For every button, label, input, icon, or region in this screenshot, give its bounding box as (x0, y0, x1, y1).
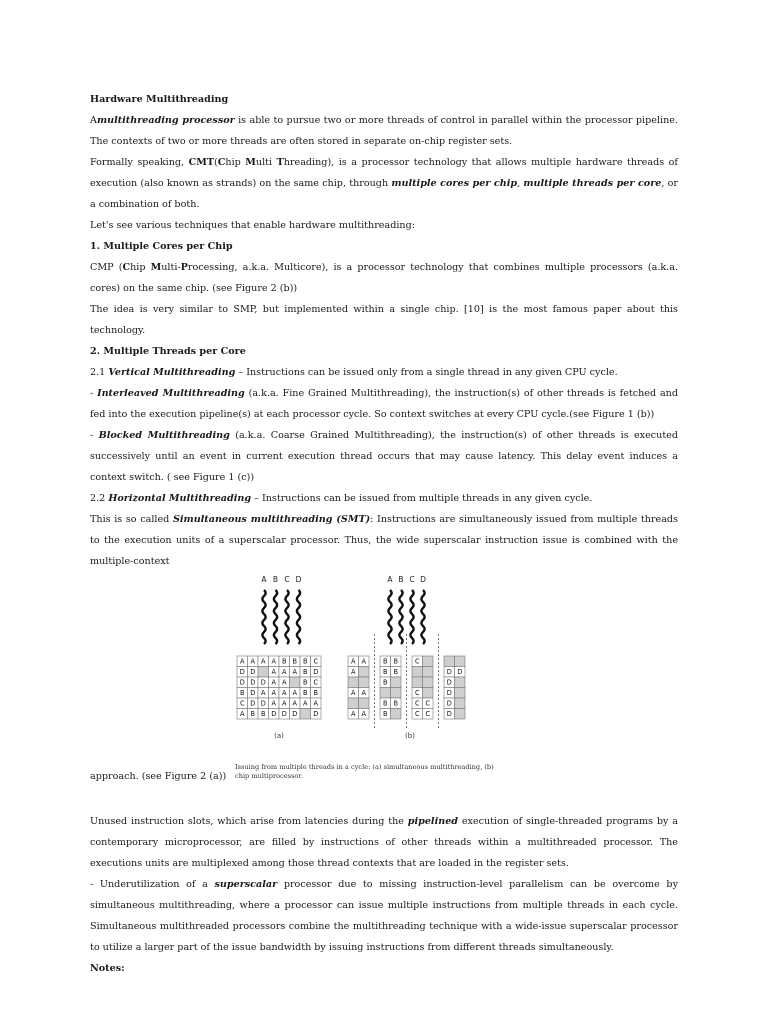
intro-paragraph-2: Formally speaking, CMT(Chip Multi Threading), is a processor technology that allows multiple hardware threads of execution (also known as strands) on the same chip, through multiple cores per chip, multiple threads per core, or a combination of both. (90, 157, 678, 210)
thread-wave-a (285, 590, 288, 644)
term-multiple-cores: multiple cores per chip (391, 178, 518, 189)
slot-label-a: D (250, 668, 256, 677)
slot-label-a: D (260, 678, 266, 687)
slot-cell-b (391, 677, 402, 688)
slot-cell-b (423, 677, 434, 688)
slot-label-a: B (313, 689, 319, 698)
slot-cell-a (258, 667, 269, 678)
slot-label-a: A (292, 668, 298, 677)
term-vertical-multithreading: Vertical Multithreading (108, 367, 236, 378)
slot-label-a: A (239, 710, 245, 719)
slot-label-a: D (313, 710, 319, 719)
thread-label-a: A (261, 575, 267, 584)
slot-label-a: B (302, 657, 308, 666)
slot-label-b: C (425, 710, 431, 719)
slot-label-b: D (446, 699, 452, 708)
thread-label-a: B (272, 575, 279, 584)
section-1-paragraph-2: The idea is very similar to SMP, but implemented within a single chip. [10] is the most famous paper about this technology. (90, 304, 678, 336)
vertical-multithreading-paragraph: 2.1 Vertical Multithreading – Instructions can be issued only from a single thread in any given CPU cycle. (90, 367, 618, 378)
slot-label-a: A (302, 699, 308, 708)
slot-label-b: A (350, 710, 356, 719)
slot-label-b: B (393, 657, 399, 666)
slot-label-b: D (446, 710, 452, 719)
thread-label-a: C (284, 575, 290, 584)
slot-label-b: A (350, 689, 356, 698)
section-1-heading: 1. Multiple Cores per Chip (90, 241, 233, 252)
slot-cell-b (455, 677, 466, 688)
slot-label-b: A (350, 668, 356, 677)
slot-label-a: A (281, 699, 287, 708)
slot-label-a: C (313, 657, 319, 666)
slot-cell-b (391, 688, 402, 699)
slot-cell-a (300, 709, 311, 720)
document-title: Hardware Multithreading (90, 94, 229, 105)
slot-label-a: A (271, 668, 277, 677)
slot-label-a: D (239, 678, 245, 687)
figure-smt-vs-cmp (90, 572, 678, 790)
figure-a-smt (237, 575, 321, 740)
thread-wave-a (274, 590, 277, 644)
slot-label-a: A (271, 699, 277, 708)
blocked-multithreading-paragraph: - Blocked Multithreading (a.k.a. Coarse Grained Multithreading), the instruction(s) of other threads is executed successively until an event in current execution thread occurs that may cause latency. This delay event induces a context switch. ( see Figure 1 (c)) (90, 430, 678, 483)
slot-label-a: C (239, 699, 245, 708)
thread-wave-b (399, 590, 402, 644)
section-1-paragraph-1: CMP (Chip Multi-Processing, a.k.a. Multicore), is a processor technology that combines multiple processors (a.k.a. cores) on the same chip. (see Figure 2 (b)) (90, 262, 678, 294)
smt-paragraph: This is so called Simultaneous multithreading (SMT): Instructions are simultaneously issued from multiple threads to the execution units of a superscalar processor. Thus, the wide superscalar instruction issue is combined with the multiple-context (90, 514, 678, 567)
slot-label-b: B (382, 678, 388, 687)
slot-cell-b (423, 667, 434, 678)
term-multiple-threads: multiple threads per core (523, 178, 662, 189)
thread-label-b: A (387, 575, 393, 584)
slot-label-b: D (457, 668, 463, 677)
slot-cell-a (290, 677, 301, 688)
slot-label-b: A (361, 710, 367, 719)
thread-label-b: B (398, 575, 404, 584)
thread-wave-b (410, 590, 413, 644)
slot-cell-b (455, 656, 466, 667)
thread-label-b: D (420, 575, 426, 584)
slot-label-a: A (292, 689, 298, 698)
slot-cell-b (359, 698, 370, 709)
slot-label-b: D (446, 689, 452, 698)
slot-label-a: A (281, 689, 287, 698)
slot-label-b: D (446, 668, 452, 677)
slot-label-a: D (260, 699, 266, 708)
thread-label-a: D (295, 575, 302, 584)
thread-wave-a (262, 590, 265, 644)
slot-label-a: B (302, 678, 308, 687)
slot-label-b: D (446, 678, 452, 687)
figure-caption-left: approach. (see Figure 2 (a)) (90, 771, 227, 782)
slot-label-a: A (271, 689, 277, 698)
slot-label-a: A (292, 699, 298, 708)
term-horizontal-multithreading: Horizontal Multithreading (108, 493, 252, 504)
slot-label-a: A (260, 657, 266, 666)
slot-label-a: B (292, 657, 298, 666)
slot-label-b: C (414, 699, 420, 708)
intro-paragraph-1: Amultithreading processor is able to pursue two or more threads of control in parallel within the processor pipeline. The contexts of two or more threads are often stored in separate on-chip register sets. (90, 115, 678, 147)
slot-label-a: A (281, 678, 287, 687)
horizontal-multithreading-paragraph: 2.2 Horizontal Multithreading – Instructions can be issued from multiple threads in any given cycle. (90, 493, 593, 504)
slot-label-a: A (239, 657, 245, 666)
slot-cell-b (423, 656, 434, 667)
term-smt: Simultaneous multithreading (SMT) (172, 514, 371, 525)
thread-wave-a (297, 590, 300, 644)
slot-label-a: A (313, 699, 319, 708)
slot-label-a: B (281, 657, 287, 666)
slot-label-b: A (350, 657, 356, 666)
slot-cell-b (455, 709, 466, 720)
slot-label-a: D (250, 678, 256, 687)
after-paragraph-1: Unused instruction slots, which arise from latencies during the pipelined execution of single-threaded programs by a contemporary microprocessor, are filled by instructions of other threads within a multithreaded processor. The executions units are multiplexed among those thread contexts that are loaded in the register sets. (90, 816, 678, 869)
slot-cell-b (348, 677, 359, 688)
slot-label-a: D (281, 710, 287, 719)
slot-label-a: A (271, 678, 277, 687)
slot-label-b: B (393, 699, 399, 708)
slot-label-a: D (292, 710, 298, 719)
slot-label-a: D (239, 668, 245, 677)
after-paragraph-2: - Underutilization of a superscalar processor due to missing instruction-level parallelism can be overcome by simultaneous multithreading, where a processor can issue multiple instructions from multiple threads in each cycle. Simultaneous multithreaded processors combine the multithreading technique with a wide-issue superscalar processor to utilize a larger part of the issue bandwidth by issuing instructions from different threads simultaneously. (90, 879, 678, 953)
slot-label-b: C (414, 689, 420, 698)
document-page (90, 89, 678, 979)
term-blocked-multithreading: Blocked Multithreading (98, 430, 230, 441)
thread-wave-b (388, 590, 391, 644)
slot-label-b: B (382, 699, 388, 708)
figure-b-label: (b) (405, 732, 415, 740)
slot-label-b: A (361, 657, 367, 666)
slot-label-a: B (250, 710, 256, 719)
slot-cell-b (359, 677, 370, 688)
slot-cell-b (359, 667, 370, 678)
slot-label-a: C (313, 678, 319, 687)
slot-cell-b (423, 688, 434, 699)
slot-label-a: A (260, 689, 266, 698)
term-interleaved-multithreading: Interleaved Multithreading (97, 388, 245, 399)
term-superscalar: superscalar (214, 879, 278, 890)
slot-cell-b (444, 656, 455, 667)
notes-heading: Notes: (90, 963, 125, 974)
figure-caption: Issuing from multiple threads in a cycle: (a) simultaneous multithreading, (b) chip multiprocessor. (235, 763, 494, 780)
thread-wave-b (421, 590, 424, 644)
slot-label-b: B (382, 710, 388, 719)
slot-cell-b (380, 688, 391, 699)
term-multithreading-processor: multithreading processor (96, 115, 235, 126)
slot-label-a: B (302, 689, 308, 698)
slot-cell-b (455, 698, 466, 709)
slot-label-b: B (382, 657, 388, 666)
slot-label-a: A (250, 657, 256, 666)
slot-cell-b (412, 677, 423, 688)
slot-label-a: A (281, 668, 287, 677)
thread-label-b: C (409, 575, 415, 584)
slot-label-a: B (260, 710, 266, 719)
term-cmt: CMT (188, 157, 214, 168)
slot-label-a: D (250, 699, 256, 708)
figure-diagram (90, 572, 678, 772)
slot-label-a: B (302, 668, 308, 677)
term-pipelined: pipelined (407, 816, 459, 827)
slot-cell-b (348, 698, 359, 709)
slot-cell-b (455, 688, 466, 699)
slot-label-a: D (271, 710, 277, 719)
slot-label-b: C (425, 699, 431, 708)
intro-paragraph-3: Let's see various techniques that enable hardware multithreading: (90, 220, 415, 231)
slot-label-b: C (414, 657, 420, 666)
slot-label-b: A (361, 689, 367, 698)
slot-label-a: D (250, 689, 256, 698)
slot-label-b: B (393, 668, 399, 677)
figure-a-label: (a) (274, 732, 284, 740)
figure-b-cmp (348, 575, 465, 740)
slot-label-b: B (382, 668, 388, 677)
section-2-heading: 2. Multiple Threads per Core (90, 346, 246, 357)
slot-cell-b (412, 667, 423, 678)
slot-label-a: D (313, 668, 319, 677)
slot-label-a: A (271, 657, 277, 666)
slot-label-b: C (414, 710, 420, 719)
slot-label-a: B (239, 689, 245, 698)
interleaved-multithreading-paragraph: - Interleaved Multithreading (a.k.a. Fine Grained Multithreading), the instruction(s) of other threads is fetched and fed into the execution pipeline(s) at each processor cycle. So context switches at every CPU cycle.(see Figure 1 (b)) (90, 388, 678, 420)
slot-cell-b (391, 709, 402, 720)
